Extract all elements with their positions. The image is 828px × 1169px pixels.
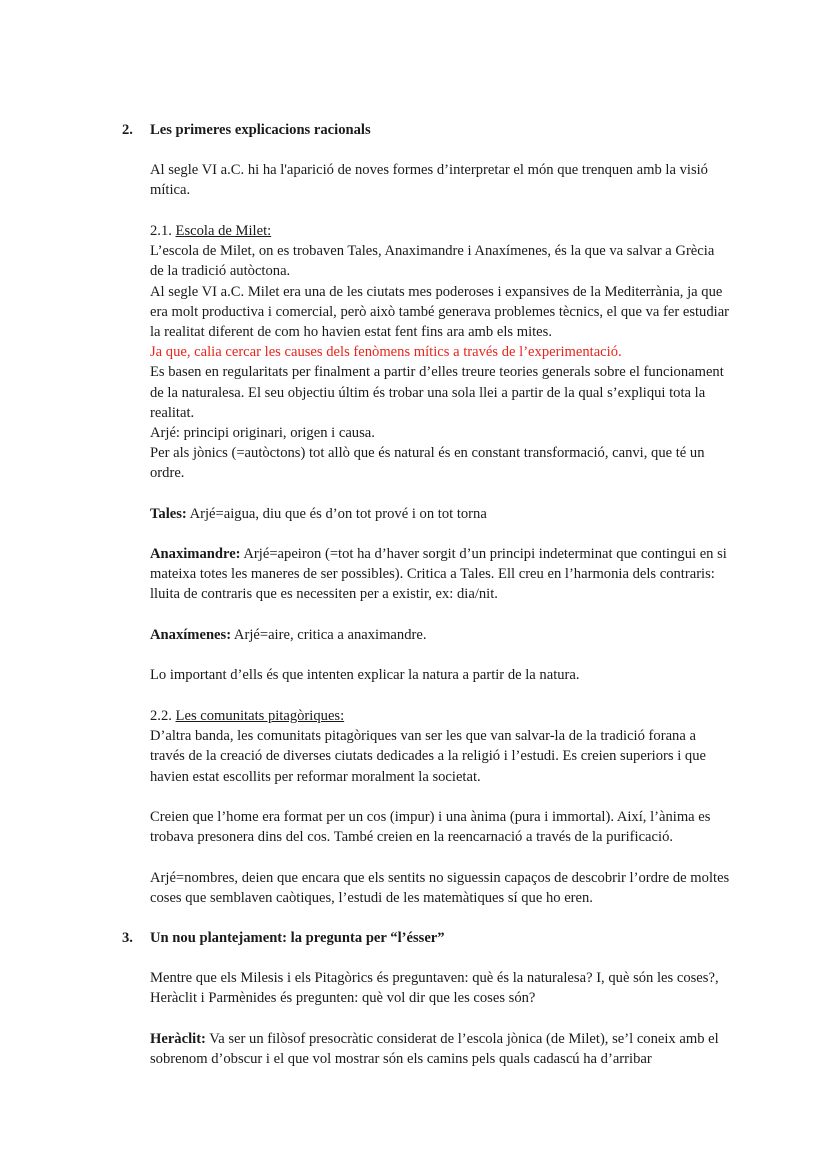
heraclit-label: Heràclit: [150,1031,206,1047]
section-2-number: 2. [122,122,133,138]
heraclit-text: Va ser un filòsof presocràtic considerat de l’escola jònica (de Milet), se’l coneix amb el sobrenom d’obscur i el que vol mostrar són els camins pels quals cadascú ha d’arribar [150,1031,719,1068]
subsection-2-2 [150,706,730,787]
subsection-2-1 [150,221,730,484]
milet-highlighted-sentence: Ja que, calia cercar les causes dels fenòmens mítics a través de l’experimentació. [150,344,622,361]
tales-paragraph [150,504,730,524]
pitagorics-paragraph-2-block [150,807,730,847]
section-3-paragraph-1-block [150,968,730,1008]
section-3-heading [122,928,445,948]
pitagorics-paragraph-3-block [150,868,730,908]
milet-paragraph-3: Es basen en regularitats per finalment a partir d’elles treure teories generals sobre el funcionament de la naturalesa. El seu objectiu últim és trobar una sola llei a partir de la qual s’expliqui tota la realitat. [150,364,724,421]
subsection-2-1-number: 2.1. [150,223,176,239]
section-3-title: Un nou plantejament: la pregunta per “l’ésser” [150,930,445,946]
pitagorics-paragraph-3: Arjé=nombres, deien que encara que els sentits no siguessin capaços de descobrir l’ordre de moltes coses que semblaven caòtiques, l’estudi de les matemàtiques sí que ho eren. [150,870,730,907]
pitagorics-paragraph-2: Creien que l’home era format per un cos (impur) i una ànima (pura i immortal). Així, l’ànima es trobava presonera dins del cos. També creien en la reencarnació a través de la purificació. [150,809,711,846]
milet-paragraph-1: L’escola de Milet, on es trobaven Tales, Anaximandre i Anaxímenes, és la que va salvar a Grècia de la tradició autòctona. [150,243,715,280]
anaximandre-text: Arjé=apeiron (=tot ha d’haver sorgit d’un principi indeterminat que contingui en si mateixa totes les maneres de ser possibles). Critica a Tales. Ell creu en l’harmonia dels contraris: lluita de contraris que es necessiten per a existir, ex: dia/nit. [150,546,727,603]
subsection-2-1-title: Escola de Milet: [175,223,272,239]
tales-text: Arjé=aigua, diu que és d’on tot prové i on tot torna [186,506,487,522]
subsection-2-2-title: Les comunitats pitagòriques: [175,708,345,724]
conclusion-text: Lo important d’ells és que intenten explicar la natura a partir de la natura. [150,667,580,683]
tales-label: Tales: [150,506,187,522]
anaximandre-label: Anaximandre: [150,546,241,562]
subsection-2-2-number: 2.2. [150,708,176,724]
anaximandre-paragraph [150,544,730,605]
subsection-2-1-heading [150,221,730,241]
section-3-number: 3. [122,930,133,946]
section-2-intro [150,160,730,200]
intro-paragraph: Al segle VI a.C. hi ha l'aparició de noves formes d’interpretar el món que trenquen amb la visió mítica. [150,162,708,199]
jonics-paragraph: Per als jònics (=autòctons) tot allò que és natural és en constant transformació, canvi, que té un ordre. [150,445,705,482]
subsection-2-2-heading [150,706,730,726]
milet-conclusion [150,665,730,685]
section-2-title: Les primeres explicacions racionals [150,122,371,138]
section-2-heading [122,120,371,140]
heraclit-paragraph [150,1029,730,1069]
arje-definition: Arjé: principi originari, origen i causa. [150,425,375,442]
anaximenes-label: Anaxímenes: [150,627,232,643]
section-3-paragraph-1: Mentre que els Milesis i els Pitagòrics és preguntaven: què és la naturalesa? I, què són les coses?, Heràclit i Parmènides és pregunten: què vol dir que les coses són? [150,970,719,1007]
milet-paragraph-2: Al segle VI a.C. Milet era una de les ciutats mes poderoses i expansives de la Mediterrània, ja que era molt productiva i comercial, però això també generava problemes tècnics, el que va fer estudiar la realitat diferent de com ho havien estat fent fins ara amb els mites. [150,283,730,341]
anaximenes-paragraph [150,625,730,645]
anaximenes-text: Arjé=aire, critica a anaximandre. [231,627,427,643]
pitagorics-paragraph-1: D’altra banda, les comunitats pitagòriques van ser les que van salvar-la de la tradició forana a través de la creació de diverses ciutats dedicades a la religió i l’estudi. Es creien superiors i que havien estat escollits per reformar moralment la societat. [150,728,706,785]
